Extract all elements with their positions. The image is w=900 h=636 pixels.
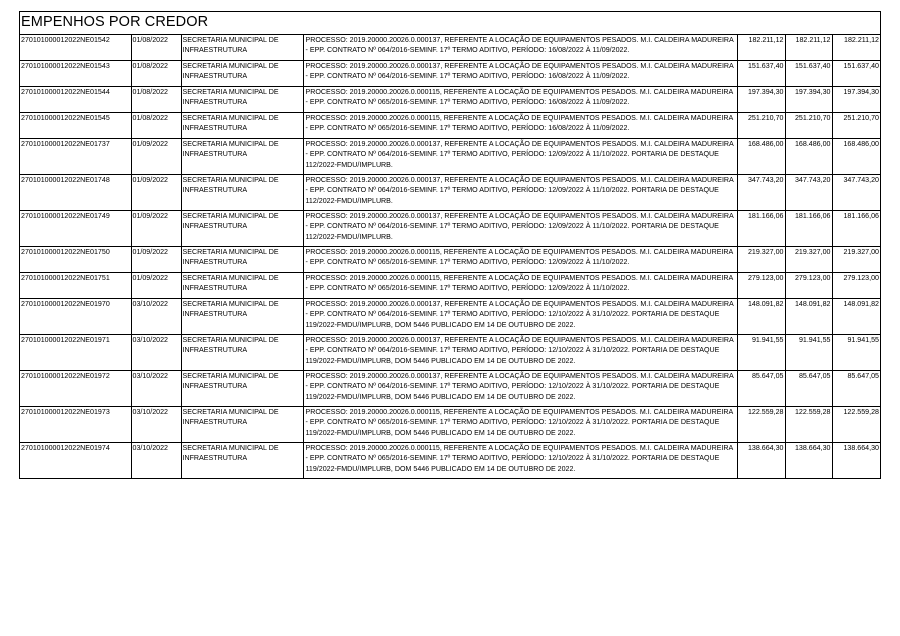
table-row [20,371,880,407]
credor-cell: SECRETARIA MUNICIPAL DE INFRAESTRUTURA [181,299,303,335]
liquidado-cell: 148.091,82 [785,299,832,335]
liquidado-cell: 181.166,06 [785,211,832,247]
empenhado-cell: 151.637,40 [737,61,785,87]
credor-cell: SECRETARIA MUNICIPAL DE INFRAESTRUTURA [181,211,303,247]
credor-cell: SECRETARIA MUNICIPAL DE INFRAESTRUTURA [181,87,303,113]
credor-cell: SECRETARIA MUNICIPAL DE INFRAESTRUTURA [181,247,303,273]
date-cell: 01/09/2022 [131,247,181,273]
credor-cell: SECRETARIA MUNICIPAL DE INFRAESTRUTURA [181,139,303,175]
empenhado-cell: 251.210,70 [737,113,785,139]
table-row [20,87,880,113]
date-cell: 01/08/2022 [131,113,181,139]
credor-cell: SECRETARIA MUNICIPAL DE INFRAESTRUTURA [181,35,303,61]
table-row [20,407,880,443]
empenhado-cell: 138.664,30 [737,443,785,479]
date-cell: 03/10/2022 [131,299,181,335]
table-row [20,61,880,87]
date-cell: 01/09/2022 [131,211,181,247]
historico-cell: PROCESSO: 2019.20000.20026.0.000115, REFERENTE A LOCAÇÃO DE EQUIPAMENTOS PESADOS. M.I. CALDEIRA MADUREIRA - EPP. CONTRATO Nº 065/2016-SEMINF. 17º TERMO ADITIVO, PERÍODO: 12/10/2022 À 31/10/2022. PORTARIA DE DESTAQUE 119/2022-FMDU/IMPLURB, DOM 5446 PUBLICADO EM 14 DE OUTUBRO DE 2022. [303,407,737,443]
liquidado-cell: 347.743,20 [785,175,832,211]
date-cell: 03/10/2022 [131,371,181,407]
historico-cell: PROCESSO: 2019.20000.20026.0.000115, REFERENTE A LOCAÇÃO DE EQUIPAMENTOS PESADOS. M.I. CALDEIRA MADUREIRA - EPP. CONTRATO Nº 065/2016-SEMINF. 17º TERMO ADITIVO, PERÍODO: 16/08/2022 À 11/09/2022. [303,87,737,113]
pago-cell: 251.210,70 [832,113,880,139]
credor-cell: SECRETARIA MUNICIPAL DE INFRAESTRUTURA [181,371,303,407]
empenhado-cell: 181.166,06 [737,211,785,247]
historico-cell: PROCESSO: 2019.20000.20026.0.000115, REFERENTE A LOCAÇÃO DE EQUIPAMENTOS PESADOS. M.I. CALDEIRA MADUREIRA - EPP. CONTRATO Nº 065/2016-SEMINF. 17º TERMO ADITIVO, PERÍODO: 12/09/2022 À 11/10/2022. [303,273,737,299]
date-cell: 03/10/2022 [131,335,181,371]
pago-cell: 138.664,30 [843,444,879,452]
liquidado-cell: 151.637,40 [785,61,832,87]
table-row [20,299,880,335]
historico-cell: PROCESSO: 2019.20000.20026.0.000137, REFERENTE A LOCAÇÃO DE EQUIPAMENTOS PESADOS. M.I. CALDEIRA MADUREIRA - EPP. CONTRATO Nº 064/2016-SEMINF. 17º TERMO ADITIVO, PERÍODO: 16/08/2022 À 11/09/2022. [303,35,737,61]
empenhado-cell: 122.559,28 [737,407,785,443]
table-row [20,35,880,61]
date-cell: 01/08/2022 [131,87,181,113]
empenhado-cell: 219.327,00 [737,247,785,273]
date-cell: 01/09/2022 [131,175,181,211]
empenho-cell: 270101000012022NE01544 [20,87,131,113]
historico-cell: PROCESSO: 2019.20000.20026.0.000137, REFERENTE A LOCAÇÃO DE EQUIPAMENTOS PESADOS. M.I. CALDEIRA MADUREIRA - EPP. CONTRATO Nº 064/2016-SEMINF. 17º TERMO ADITIVO, PERÍODO: 12/09/2022 À 11/10/2022. PORTARIA DE DESTAQUE 112/2022-FMDU/IMPLURB. [303,139,737,175]
table-row [20,335,880,371]
liquidado-cell: 182.211,12 [785,35,832,61]
liquidado-cell: 91.941,55 [785,335,832,371]
report-title: EMPENHOS POR CREDOR [20,12,880,35]
historico-cell: PROCESSO: 2019.20000.20026.0.000137, REFERENTE A LOCAÇÃO DE EQUIPAMENTOS PESADOS. M.I. CALDEIRA MADUREIRA - EPP. CONTRATO Nº 064/2016-SEMINF. 17º TERMO ADITIVO, PERÍODO: 12/10/2022 À 31/10/2022. PORTARIA DE DESTAQUE 119/2022-FMDU/IMPLURB, DOM 5446 PUBLICADO EM 14 DE OUTUBRO DE 2022. [303,371,737,407]
pago-cell: 148.091,82 [832,299,880,335]
date-cell: 01/08/2022 [131,61,181,87]
pago-cell: 279.123,00 [832,273,880,299]
empenho-cell: 270101000012022NE01751 [20,273,131,299]
pago-cell: 91.941,55 [832,335,880,371]
credor-cell: SECRETARIA MUNICIPAL DE INFRAESTRUTURA [181,407,303,443]
table-row [20,139,880,175]
empenhado-cell: 197.394,30 [737,87,785,113]
date-cell: 01/09/2022 [131,273,181,299]
liquidado-cell: 279.123,00 [785,273,832,299]
historico-cell: PROCESSO: 2019.20000.20026.0.000137, REFERENTE A LOCAÇÃO DE EQUIPAMENTOS PESADOS. M.I. CALDEIRA MADUREIRA - EPP. CONTRATO Nº 064/2016-SEMINF. 17º TERMO ADITIVO, PERÍODO: 12/09/2022 À 11/10/2022. PORTARIA DE DESTAQUE 112/2022-FMDU/IMPLURB. [303,211,737,247]
pago-cell: 197.394,30 [832,87,880,113]
credor-cell: SECRETARIA MUNICIPAL DE INFRAESTRUTURA [181,273,303,299]
historico-cell: PROCESSO: 2019.20000.20026.0.000115, REFERENTE A LOCAÇÃO DE EQUIPAMENTOS PESADOS. M.I. CALDEIRA MADUREIRA - EPP. CONTRATO Nº 065/2016-SEMINF. 17º TERMO ADITIVO, PERÍODO: 12/10/2022 À 31/10/2022. PORTARIA DE DESTAQUE 119/2022-FMDU/IMPLURB, DOM 5446 PUBLICADO EM 14 DE OUTUBRO DE 2022. [303,443,737,479]
historico-cell: PROCESSO: 2019.20000.20026.0.000115, REFERENTE A LOCAÇÃO DE EQUIPAMENTOS PESADOS. M.I. CALDEIRA MADUREIRA - EPP. CONTRATO Nº 065/2016-SEMINF. 17º TERMO ADITIVO, PERÍODO: 16/08/2022 À 11/09/2022. [303,113,737,139]
empenho-cell: 270101000012022NE01972 [20,371,131,407]
table-row [20,443,880,479]
date-cell: 03/10/2022 [131,443,181,479]
table-body [20,35,880,478]
empenho-cell: 270101000012022NE01970 [20,299,131,335]
empenhado-cell: 168.486,00 [737,139,785,175]
credor-cell: SECRETARIA MUNICIPAL DE INFRAESTRUTURA [181,113,303,139]
pago-cell: 182.211,12 [832,35,880,61]
empenho-cell: 270101000012022NE01971 [20,335,131,371]
pago-cell: 181.166,06 [832,211,880,247]
pago-cell: 347.743,20 [832,175,880,211]
pago-cell: 122.559,28 [832,407,880,443]
date-cell: 01/08/2022 [131,35,181,61]
pago-cell: 151.637,40 [832,61,880,87]
historico-cell: PROCESSO: 2019.20000.20026.0.000137, REFERENTE A LOCAÇÃO DE EQUIPAMENTOS PESADOS. M.I. CALDEIRA MADUREIRA - EPP. CONTRATO Nº 064/2016-SEMINF. 17º TERMO ADITIVO, PERÍODO: 12/10/2022 À 31/10/2022. PORTARIA DE DESTAQUE 119/2022-FMDU/IMPLURB, DOM 5446 PUBLICADO EM 14 DE OUTUBRO DE 2022. [303,335,737,371]
liquidado-cell: 197.394,30 [785,87,832,113]
date-cell: 01/09/2022 [131,139,181,175]
empenho-cell: 270101000012022NE01545 [20,113,131,139]
empenho-cell: 270101000012022NE01748 [20,175,131,211]
empenhado-cell: 182.211,12 [737,35,785,61]
historico-cell: PROCESSO: 2019.20000.20026.0.000137, REFERENTE A LOCAÇÃO DE EQUIPAMENTOS PESADOS. M.I. CALDEIRA MADUREIRA - EPP. CONTRATO Nº 064/2016-SEMINF. 17º TERMO ADITIVO, PERÍODO: 16/08/2022 À 11/09/2022. [303,61,737,87]
pago-cell: 168.486,00 [832,139,880,175]
empenho-cell: 270101000012022NE01543 [20,61,131,87]
credor-cell: SECRETARIA MUNICIPAL DE INFRAESTRUTURA [181,61,303,87]
empenhado-cell: 279.123,00 [737,273,785,299]
empenho-cell: 270101000012022NE01749 [20,211,131,247]
report-sheet [19,11,881,479]
credor-cell: SECRETARIA MUNICIPAL DE INFRAESTRUTURA [181,175,303,211]
liquidado-cell: 251.210,70 [785,113,832,139]
empenhado-cell: 148.091,82 [737,299,785,335]
credor-cell: SECRETARIA MUNICIPAL DE INFRAESTRUTURA [181,443,303,479]
empenhado-cell: 347.743,20 [737,175,785,211]
empenho-cell: 270101000012022NE01750 [20,247,131,273]
table-row [20,175,880,211]
table-row [20,211,880,247]
pago-cell: 219.327,00 [832,247,880,273]
historico-cell: PROCESSO: 2019.20000.20026.0.000115, REFERENTE A LOCAÇÃO DE EQUIPAMENTOS PESADOS. M.I. CALDEIRA MADUREIRA - EPP. CONTRATO Nº 065/2016-SEMINF. 17º TERMO ADITIVO, PERÍODO: 12/09/2022 À 11/10/2022. [303,247,737,273]
credor-cell: SECRETARIA MUNICIPAL DE INFRAESTRUTURA [181,335,303,371]
liquidado-cell: 122.559,28 [785,407,832,443]
table-row [20,113,880,139]
empenhos-table [20,35,880,478]
liquidado-cell: 219.327,00 [785,247,832,273]
empenho-cell: 270101000012022NE01542 [20,35,131,61]
empenho-cell: 270101000012022NE01973 [20,407,131,443]
table-row [20,273,880,299]
date-cell: 03/10/2022 [131,407,181,443]
liquidado-cell: 168.486,00 [785,139,832,175]
empenho-cell: 270101000012022NE01974 [20,443,131,479]
empenhado-cell: 91.941,55 [737,335,785,371]
historico-cell: PROCESSO: 2019.20000.20026.0.000137, REFERENTE A LOCAÇÃO DE EQUIPAMENTOS PESADOS. M.I. CALDEIRA MADUREIRA - EPP. CONTRATO Nº 064/2016-SEMINF. 17º TERMO ADITIVO, PERÍODO: 12/10/2022 À 31/10/2022. PORTARIA DE DESTAQUE 119/2022-FMDU/IMPLURB, DOM 5446 PUBLICADO EM 14 DE OUTUBRO DE 2022. [303,299,737,335]
empenhado-cell: 85.647,05 [737,371,785,407]
table-row [20,247,880,273]
liquidado-cell: 138.664,30 [785,443,832,479]
empenho-cell: 270101000012022NE01737 [20,139,131,175]
liquidado-cell: 85.647,05 [785,371,832,407]
historico-cell: PROCESSO: 2019.20000.20026.0.000137, REFERENTE A LOCAÇÃO DE EQUIPAMENTOS PESADOS. M.I. CALDEIRA MADUREIRA - EPP. CONTRATO Nº 064/2016-SEMINF. 17º TERMO ADITIVO, PERÍODO: 12/09/2022 À 11/10/2022. PORTARIA DE DESTAQUE 112/2022-FMDU/IMPLURB. [303,175,737,211]
pago-cell: 85.647,05 [832,371,880,407]
